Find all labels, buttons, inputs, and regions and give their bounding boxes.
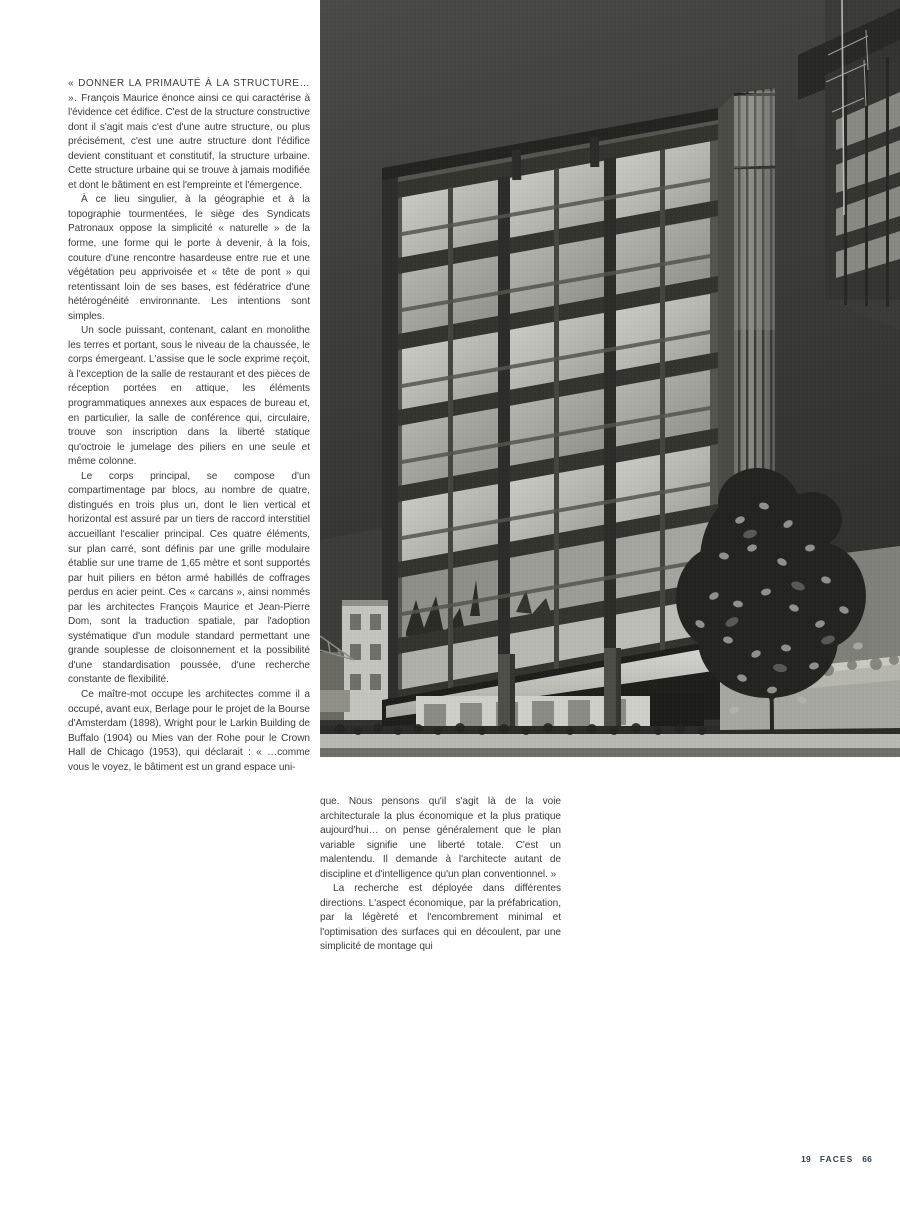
paragraph: Un socle puissant, contenant, calant en monolithe les terres et portant, sous le niveau de la chaussée, le corps émergeant. L'assise que le socle exprime reçoit, à l'exception de la salle de restaurant et des pièces de réception portées en attique, les éléments programmatiques annexes aux espaces de bureau et, en particulier, la salle de conférence qui, circulaire, trouve son inscription dans la liberté statique qu'octroie le jumelage des piliers en une seule et même colonne. (68, 325, 310, 468)
paragraph (68, 77, 310, 193)
paragraph-text: François Maurice énonce ainsi ce qui caractérise à l'évidence cet édifice. C'est de la structure constructive dont il s'agit mais c'est d'une autre structure, ou plus précisément, c'est une autre structure dont l'édifice devient constituant et constitutif, la structure urbaine. Cette structure urbaine qui se trouve à jamais modifiée et dont le bâtiment en est l'empreinte et l'émergence. (68, 92, 311, 191)
body-text-column-right (320, 795, 561, 955)
opening-smallcaps: « DONNER LA PRIMAUTÉ À LA STRUCTURE… ». (68, 78, 310, 104)
issue-number: 66 (862, 1154, 872, 1164)
paragraph: Le corps principal, se compose d'un compartimentage par blocs, au nombre de quatre, distingués en trois plus un, dont le lien vertical et horizontal est assuré par un tiers de raccord interstitiel accueillant l'escalier principal. Ces quatre éléments, sur plan carré, sont définis par une grille modulaire établie sur une trame de 1,65 mètre et sont supportés par huit piliers en béton armé habillés de coffrages perdus en acier peint. Ces « carcans », ainsi nommés par les architectes François Maurice et Jean-Pierre Dom, sont la traduction spatiale, par l'adoption systématique d'un module standard permettant une grande souplesse de cloisonnement et la possibilité d'une standardisation poussée, d'une recherche constante de flexibilité. (68, 470, 310, 686)
paragraph: que. Nous pensons qu'il s'agit là de la voie architecturale la plus économique et la plus pratique aujourd'hui… on pense généralement que le plan variable signifie une liberté totale. C'est un malentendu. Il demande à l'architecte autant de discipline et d'intelligence qu'un plan conventionnel. » (320, 796, 561, 880)
magazine-title: FACES (819, 1154, 854, 1164)
body-text-column-left (68, 77, 310, 775)
architecture-photograph (320, 0, 900, 757)
page-number: 19 (801, 1154, 811, 1164)
page-footer (801, 1154, 872, 1164)
paragraph: Ce maître-mot occupe les architectes comme il a occupé, avant eux, Berlage pour le projet de la Bourse d'Amsterdam (1898), Wright pour le Larkin Building de Buffalo (1904) ou Mies van der Rohe pour le Crown Hall de Chicago (1953), qui déclarait : « …comme vous le voyez, le bâtiment est un grand espace uni- (68, 688, 310, 773)
paragraph: À ce lieu singulier, à la géographie et à la topographie tourmentées, le siège des Syndicats Patronaux oppose la simplicité « naturelle » de la forme, une forme qui le porte à devenir, à la fois, couture d'une rencontre hasardeuse entre rue et une végétation peu apprivoisée et « tête de pont » qui retentissant loin de ses bases, est fédératrice d'une hétérogénéité environnante. Les intentions sont simples. (68, 194, 310, 322)
paragraph: La recherche est déployée dans différentes directions. L'aspect économique, par la préfabrication, par la légèreté et l'encombrement minimal et l'optimisation des surfaces qui en découlent, par une simplicité de montage qui (320, 883, 561, 953)
